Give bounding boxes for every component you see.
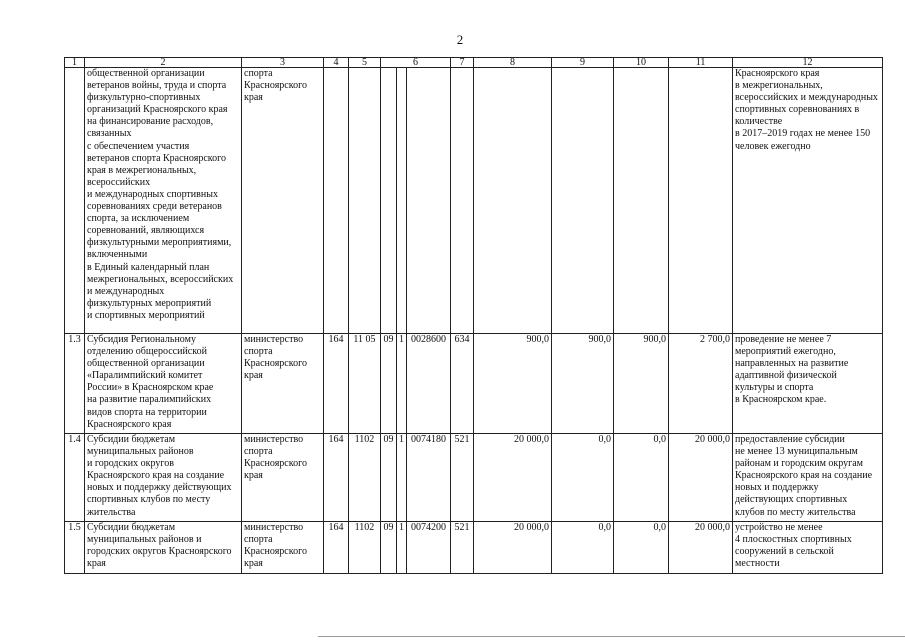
row-id: 1.5 [65,522,85,574]
cell-csr-b: 1 [397,334,407,434]
cell-total: 2 700,0 [669,334,733,434]
cell-total: 20 000,0 [669,522,733,574]
row-org: спорта Красноярского края [242,68,324,334]
cell-2018 [552,68,614,334]
cell-total: 20 000,0 [669,434,733,522]
cell-csr-b: 1 [397,522,407,574]
row-org: министерство спорта Красноярского края [242,334,324,434]
header-cell: 3 [242,58,324,68]
header-cell: 12 [733,58,883,68]
cell-csr-a: 09 [381,434,397,522]
header-cell: 10 [614,58,669,68]
cell-grbs: 164 [324,334,349,434]
header-cell: 4 [324,58,349,68]
cell-grbs: 164 [324,434,349,522]
row-id: 1.4 [65,434,85,522]
cell-vr [451,68,474,334]
row-id [65,68,85,334]
header-cell: 7 [451,58,474,68]
table-row [65,434,883,522]
cell-rzpr: 11 05 [349,334,381,434]
cell-csr-b: 1 [397,434,407,522]
cell-2019 [614,68,669,334]
row-org: министерство спорта Красноярского края [242,522,324,574]
header-cell: 6 [381,58,451,68]
row-result: устройство не менее 4 плоскостных спортивных сооружений в сельской местности [733,522,883,574]
header-cell: 8 [474,58,552,68]
cell-csr-c: 0074200 [407,522,451,574]
cell-csr-c [407,68,451,334]
cell-csr-a: 09 [381,334,397,434]
header-row [65,58,883,68]
cell-total [669,68,733,334]
cell-2017: 20 000,0 [474,522,552,574]
row-name: Субсидия Региональному отделению общероссийской общественной организации «Паралимпийский комитет России» в Красноярском крае на развитие паралимпийских видов спорта на территории Красноярского края [85,334,242,434]
cell-csr-c: 0074180 [407,434,451,522]
cell-rzpr: 1102 [349,434,381,522]
row-result: Красноярского края в межрегиональных, всероссийских и международных спортивных соревнованиях в количестве в 2017–2019 годах не менее 150 человек ежегодно [733,68,883,334]
cell-2019: 900,0 [614,334,669,434]
row-result: проведение не менее 7 мероприятий ежегодно, направленных на развитие адаптивной физической культуры и спорта в Красноярском крае. [733,334,883,434]
row-org: министерство спорта Красноярского края [242,434,324,522]
cell-csr-b [397,68,407,334]
page-number: 2 [456,32,464,47]
table-row [65,522,883,574]
cell-2018: 900,0 [552,334,614,434]
row-id: 1.3 [65,334,85,434]
cell-grbs [324,68,349,334]
cell-vr: 634 [451,334,474,434]
cell-2018: 0,0 [552,522,614,574]
cell-2017 [474,68,552,334]
row-name: Субсидии бюджетам муниципальных районов и городских округов Красноярского края на создание новых и поддержку действующих спортивных клубов по месту жительства [85,434,242,522]
header-cell: 1 [65,58,85,68]
row-name: Субсидии бюджетам муниципальных районов и городских округов Красноярского края [85,522,242,574]
scan-edge-line [318,636,905,637]
row-name: общественной организации ветеранов войны, труда и спорта физкультурно-спортивных организаций Красноярского края на финансирование расходов, связанных с обеспечением участия ветеранов спорта Красноярского края в межрегиональных, всероссийских и международных спортивных соревнованиях среди ветеранов спорта, за исключением соревнований, являющихся физкультурными мероприятиями, включенными в Единый календарный план межрегиональных, всероссийских и международных физкультурных мероприятий и спортивных мероприятий [85,68,242,334]
cell-csr-a [381,68,397,334]
header-cell: 9 [552,58,614,68]
cell-2019: 0,0 [614,434,669,522]
cell-grbs: 164 [324,522,349,574]
cell-2018: 0,0 [552,434,614,522]
cell-csr-a: 09 [381,522,397,574]
cell-rzpr [349,68,381,334]
cell-vr: 521 [451,434,474,522]
cell-csr-c: 0028600 [407,334,451,434]
table-row [65,68,883,334]
program-measures-table [64,57,883,574]
table-row [65,334,883,434]
cell-2019: 0,0 [614,522,669,574]
cell-2017: 20 000,0 [474,434,552,522]
header-cell: 2 [85,58,242,68]
row-result: предоставление субсидии не менее 13 муниципальным районам и городским округам Красноярского края на создание новых и поддержку действующих спортивных клубов по месту жительства [733,434,883,522]
header-cell: 5 [349,58,381,68]
header-cell: 11 [669,58,733,68]
cell-rzpr: 1102 [349,522,381,574]
cell-2017: 900,0 [474,334,552,434]
cell-vr: 521 [451,522,474,574]
